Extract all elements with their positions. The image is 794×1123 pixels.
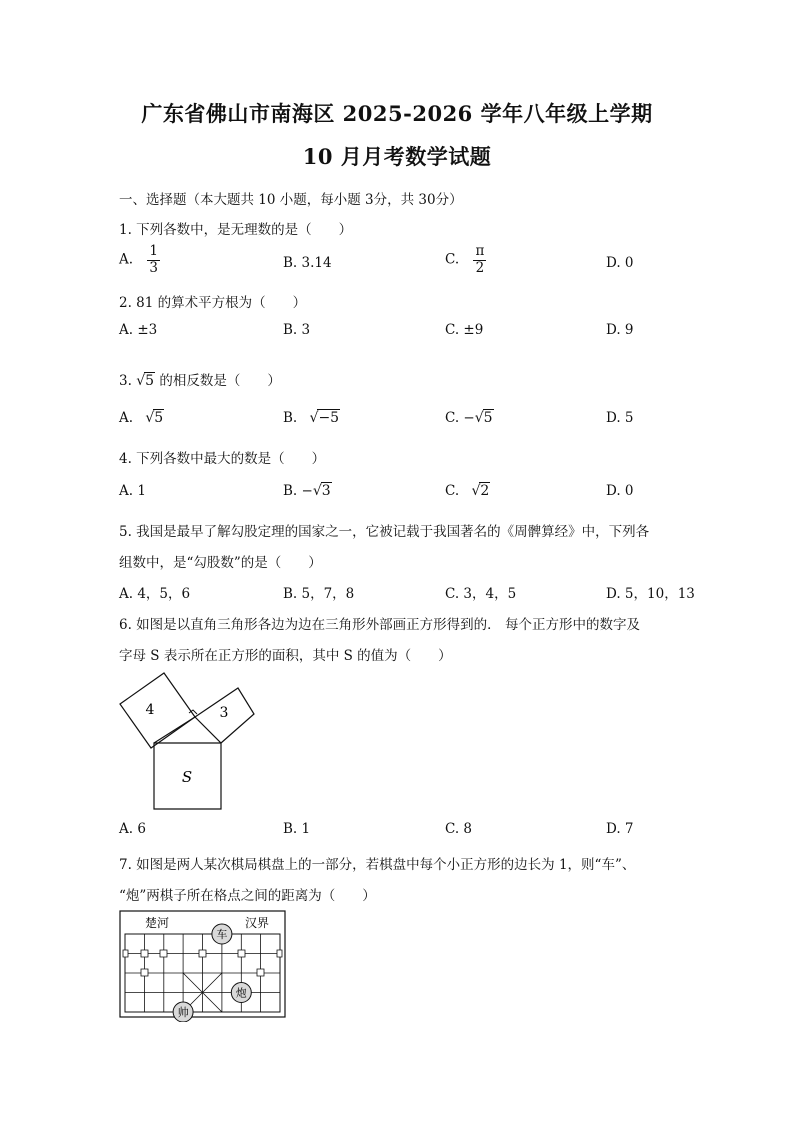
title-line-1: 广东省佛山市南海区 2025-2026 学年八年级上学期 (141, 101, 653, 126)
q6-squares-figure (110, 668, 270, 818)
q4-option-a: A. 1 (119, 483, 146, 499)
q3-option-c-label: C. − (445, 410, 475, 426)
q2-option-d: D. 9 (606, 322, 634, 338)
q5-option-a: A. 4，5，6 (119, 586, 191, 602)
q5-option-d: D. 5，10，13 (606, 586, 695, 602)
q3-option-c-radicand: 5 (483, 410, 493, 426)
q6-s-label: S (181, 768, 193, 786)
q2-option-a: A. ±3 (119, 322, 158, 338)
q3-option-a-radicand: 5 (154, 410, 164, 426)
q2-option-c: C. ±9 (445, 322, 484, 338)
q4-option-b-label: B. − (283, 483, 313, 499)
q4-option-c-label: C. (445, 483, 460, 499)
q4-option-c-sqrt: √2 (471, 483, 490, 499)
q4-option-b (283, 483, 332, 499)
q1-option-c (445, 244, 486, 276)
q7-river-right-label: 汉界 (244, 916, 270, 930)
q7-piece-pao (231, 983, 251, 1003)
q6-option-d: D. 7 (606, 821, 634, 837)
q4-option-c-radicand: 2 (480, 483, 490, 499)
q3-option-c-sqrt: √5 (474, 410, 493, 426)
q3-option-c (445, 410, 494, 426)
q7-piece-shuai (173, 1002, 193, 1022)
q1-a-denominator: 3 (149, 259, 158, 276)
q6-left-area-label: 4 (145, 702, 155, 718)
q1-c-denominator: 2 (475, 259, 485, 276)
q5-option-b: B. 5，7，8 (283, 586, 355, 602)
q2-stem: 2. 81 的算术平方根为（ ） (119, 295, 307, 311)
q1-option-b: B. 3.14 (283, 255, 332, 271)
q3-option-b-sqrt: √−5 (309, 410, 340, 426)
q7-piece-che (212, 924, 232, 944)
section-heading: 一、选择题（本大题共 10 小题，每小题 3分，共 30分） (119, 192, 463, 208)
q3-option-b (283, 410, 340, 426)
q1-c-numerator: π (475, 243, 485, 259)
q3-stem-prefix: 3. (119, 373, 132, 389)
q3-option-a (119, 410, 164, 426)
q1-option-a-label: A. (119, 251, 134, 268)
q6-option-a: A. 6 (119, 821, 146, 837)
q7-piece-shuai-label: 帅 (177, 1006, 189, 1019)
q5-stem-line-2: 组数中，是“勾股数”的是（ ） (119, 555, 322, 571)
q3-option-a-label: A. (119, 410, 134, 426)
q3-option-b-radicand: −5 (318, 410, 340, 426)
q6-right-area-label: 3 (219, 705, 229, 721)
title-line-2: 10 月月考数学试题 (302, 144, 492, 169)
q3-option-b-label: B. (283, 410, 298, 426)
q1-stem: 1. 下列各数中，是无理数的是（ ） (119, 222, 353, 238)
q3-stem (119, 369, 281, 389)
q6-option-b: B. 1 (283, 821, 311, 837)
q1-option-c-fraction (473, 244, 486, 276)
q1-option-c-label: C. (445, 251, 460, 268)
q7-chessboard-figure (119, 910, 287, 1022)
q4-stem: 4. 下列各数中最大的数是（ ） (119, 451, 326, 467)
q7-piece-che-label: 车 (216, 928, 228, 941)
q3-option-d: D. 5 (606, 410, 634, 426)
q4-option-c (445, 483, 490, 499)
q5-stem-line-1: 5. 我国是最早了解勾股定理的国家之一，它被记载于我国著名的《周髀算经》中，下列各 (119, 524, 650, 540)
q2-option-b: B. 3 (283, 322, 311, 338)
q4-option-b-sqrt: √3 (312, 483, 331, 499)
q7-river-left-label: 楚河 (144, 916, 170, 930)
q4-option-d: D. 0 (606, 483, 634, 499)
q6-stem-line-2: 字母 S 表示所在正方形的面积，其中 S 的值为（ ） (119, 648, 452, 664)
q1-option-a (119, 244, 160, 276)
q1-a-numerator: 1 (149, 243, 158, 259)
q7-stem-line-2: “炮”两棋子所在格点之间的距离为（ ） (119, 888, 376, 904)
q3-stem-radicand: 5 (145, 373, 155, 389)
q6-triangle-leg (154, 717, 195, 743)
q5-option-c: C. 3，4，5 (445, 586, 517, 602)
q6-left-square (120, 673, 195, 748)
q6-option-c: C. 8 (445, 821, 473, 837)
q3-stem-sqrt: √5 (136, 373, 155, 389)
q7-stem-line-1: 7. 如图是两人某次棋局棋盘上的一部分，若棋盘中每个小正方形的边长为 1，则“车”、 (119, 857, 636, 873)
q4-option-b-radicand: 3 (321, 483, 331, 499)
q3-option-a-sqrt: √5 (145, 410, 164, 426)
q1-option-d: D. 0 (606, 255, 634, 271)
q7-piece-pao-label: 炮 (235, 986, 247, 1000)
q6-stem-line-1: 6. 如图是以直角三角形各边为边在三角形外部画正方形得到的． 每个正方形中的数字及 (119, 617, 640, 633)
q1-option-a-fraction (147, 244, 160, 276)
q3-stem-suffix: 的相反数是（ ） (159, 373, 281, 389)
